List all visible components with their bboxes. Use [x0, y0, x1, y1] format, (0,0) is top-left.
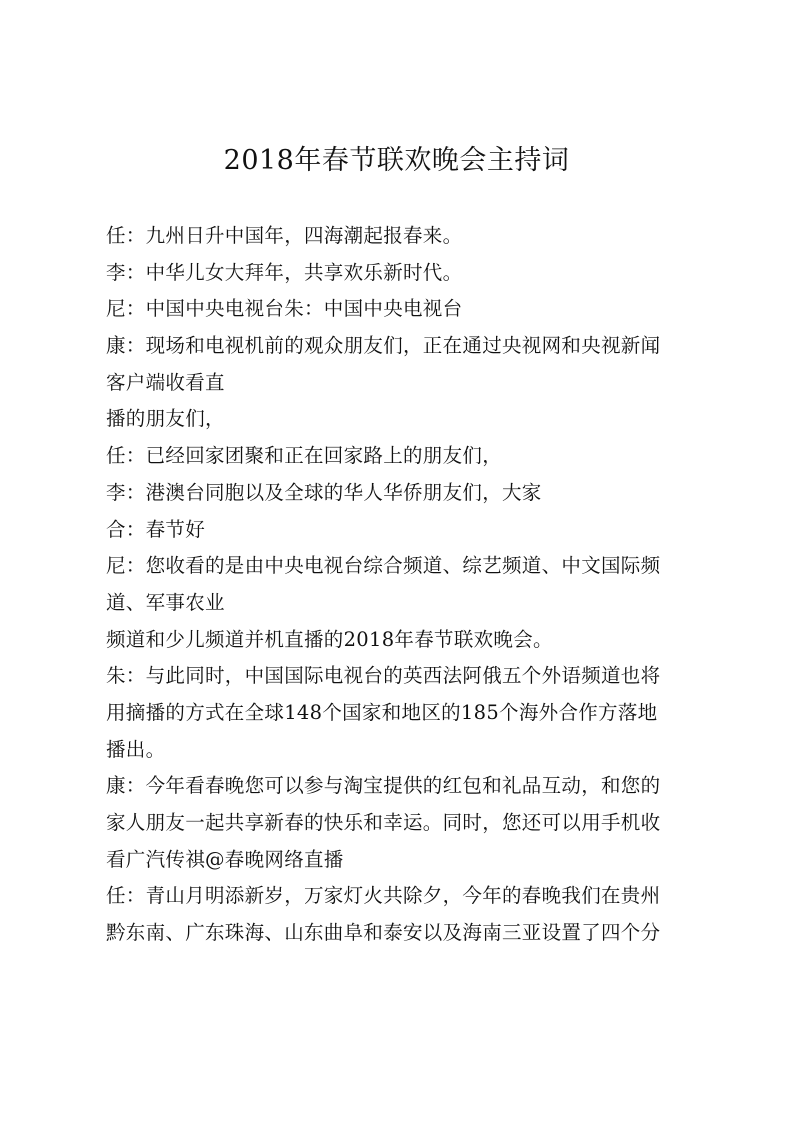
document-title: 2018年春节联欢晚会主持词: [223, 145, 570, 176]
text-line: 任：九州日升中国年，四海潮起报春来。: [106, 224, 463, 247]
text-line: 朱：与此同时，中国国际电视台的英西法阿俄五个外语频道也将: [106, 664, 661, 688]
document-body: [106, 218, 706, 952]
text-line: 看广汽传祺@春晚网络直播: [106, 847, 344, 871]
text-line: 李：港澳台同胞以及全球的华人华侨朋友们，大家: [106, 480, 542, 504]
text-line: 家人朋友一起共享新春的快乐和幸运。同时，您还可以用手机收: [106, 811, 661, 834]
text-line: 频道和少儿频道并机直播的2018年春节联欢晚会。: [106, 627, 553, 651]
text-line: 播的朋友们，: [106, 407, 225, 431]
text-line: 李：中华儿女大拜年，共享欢乐新时代。: [106, 260, 463, 284]
text-line: 黔东南、广东珠海、山东曲阜和泰安以及海南三亚设置了四个分: [106, 921, 661, 945]
text-line: 播出。: [106, 737, 166, 761]
text-line: 用摘播的方式在全球148个国家和地区的185个海外合作方落地: [106, 700, 658, 724]
text-line: 任：已经回家团聚和正在回家路上的朋友们，: [106, 444, 503, 468]
text-line: 康：现场和电视机前的观众朋友们，正在通过央视网和央视新闻: [106, 334, 661, 358]
text-line: 任：青山月明添新岁，万家灯火共除夕，今年的春晚我们在贵州: [106, 884, 661, 908]
text-line: 合：春节好: [106, 517, 206, 541]
text-line: 道、军事农业: [106, 590, 225, 614]
text-line: 尼：您收看的是由中央电视台综合频道、综艺频道、中文国际频: [106, 554, 661, 578]
text-line: 尼：中国中央电视台朱：中国中央电视台: [106, 297, 463, 321]
text-line: 客户端收看直: [106, 370, 225, 394]
text-line: 康：今年看春晚您可以参与淘宝提供的红包和礼品互动，和您的: [106, 774, 661, 798]
